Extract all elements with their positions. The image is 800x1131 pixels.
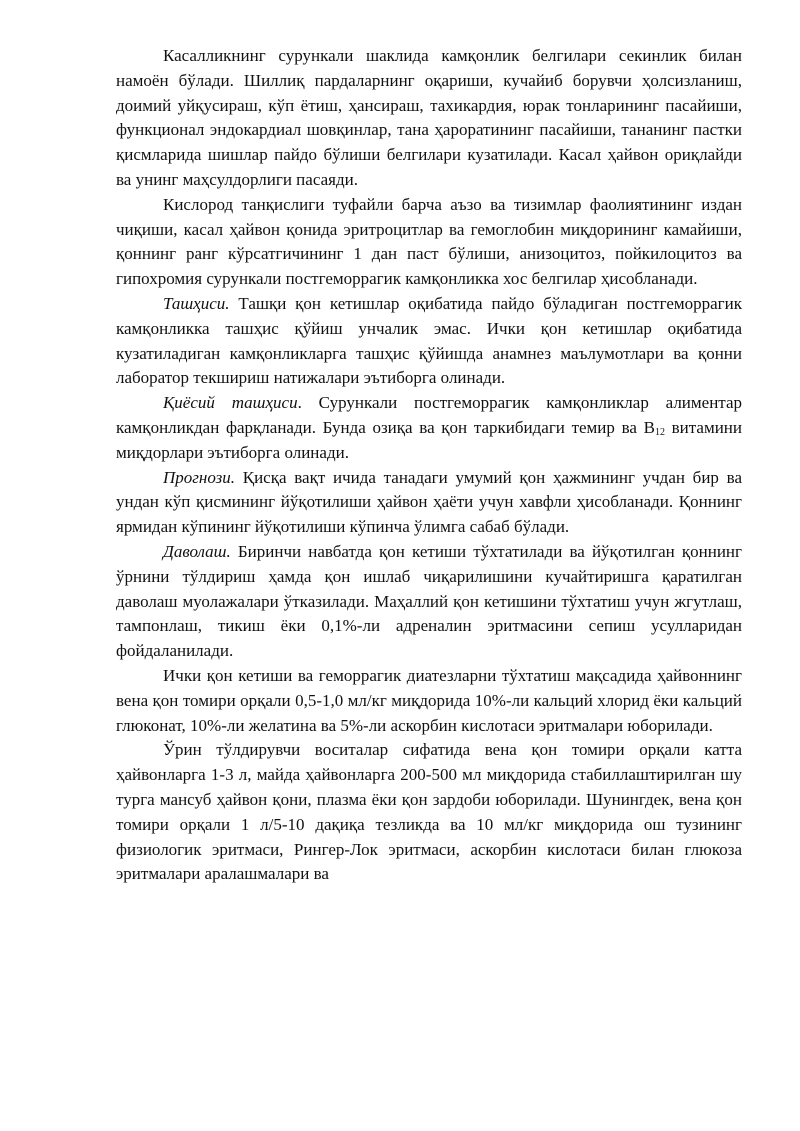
paragraph-text: Қисқа вақт ичида танадаги умумий қон ҳажмининг учдан бир ва ундан кўп қисмининг йўқотилиши ҳайвон ҳаёти учун хавфли ҳисобланади. Қоннинг ярмидан кўпининг йўқотилиши кўпинча ўлимга сабаб бўлади. [116,467,742,537]
paragraph-prognosis [116,466,742,540]
paragraph-differential-diagnosis [116,391,742,465]
paragraph-oxygen-deficiency [116,193,742,292]
paragraph-replacement [116,738,742,887]
paragraph-text-tail: витамини миқдорлари эътиборга олинади. [116,417,742,462]
section-heading-diagnosis: Ташҳиси. [163,293,230,313]
paragraph-text: Ташқи қон кетишлар оқибатида пайдо бўладиган постгеморрагик камқонликка ташҳис қўйиш унчалик эмас. Ички қон кетишлар оқибатида кузатиладиган камқонликларга ташҳис қўйишда анамнез маълумотлари ва қонни лаборатор текшириш натижалари эътиборга олинади. [116,293,742,388]
document-page [116,44,742,887]
paragraph-text: Биринчи навбатда қон кетиши тўхтатилади ва йўқотилган қоннинг ўрнини тўлдириш ҳамда қон ишлаб чиқарилишини кучайтиришга қаратилган даволаш муолажалари ўтказилади. Маҳаллий қон кетишини тўхтатиш учун жгутлаш, тампонлаш, тикиш ёки 0,1%-ли адреналин эритмасини сепиш усулларидан фойдаланилади. [116,541,742,661]
paragraph-internal-bleeding [116,664,742,738]
paragraph-text: Ички қон кетиши ва геморрагик диатезларни тўхтатиш мақсадида ҳайвоннинг вена қон томири орқали 0,5-1,0 мл/кг миқдорида 10%-ли кальций хлорид ёки кальций глюконат, 10%-ли желатина ва 5%-ли аскорбин кислотаси эритмалари юборилади. [116,665,742,735]
subscript-12: 12 [654,426,665,438]
paragraph-treatment [116,540,742,664]
paragraph-text: Ўрин тўлдирувчи воситалар сифатида вена қон томири орқали катта ҳайвонларга 1-3 л, майда ҳайвонларга 200-500 мл миқдорида стабиллаштирилган шу турга мансуб ҳайвон қони, плазма ёки қон зардоби юборилади. Шунингдек, вена қон томири орқали 1 л/5-10 дақиқа тезликда ва 10 мл/кг миқдорида ош тузининг физиологик эритмаси, Рингер-Лок эритмаси, аскорбин кислотаси билан глюкоза эритмалари аралашмалари ва [116,740,742,884]
section-heading-differential-diagnosis: Қиёсий ташҳиси [163,393,298,413]
section-heading-treatment: Даволаш. [163,541,231,561]
paragraph-text: Кислород танқислиги туфайли барча аъзо ва тизимлар фаолиятининг издан чиқиши, касал ҳайвон қонида эритроцитлар ва гемоглобин миқдорининг камайиши, қоннинг ранг кўрсатгичининг 1 дан паст бўлиши, анизоцитоз, пойкилоцитоз ва гипохромия сурункали постгеморрагик камқонликка хос белгилар ҳисобланади. [116,194,742,289]
paragraph-diagnosis [116,292,742,391]
paragraph-text: Касалликнинг сурункали шаклида камқонлик белгилари секинлик билан намоён бўлади. Шиллиқ пардаларнинг оқариши, кучайиб борувчи ҳолсизланиш, доимий уйқусираш, кўп ётиш, ҳансираш, тахикардия, юрак тонларининг пасайиши, функционал эндокардиал шовқинлар, тана ҳароратининг пасайиши, тананинг пастки қисмларида шишлар пайдо бўлиши белгилари кузатилади. Касал ҳайвон ориқлайди ва унинг маҳсулдорлиги пасаяди. [116,46,742,189]
section-heading-prognosis: Прогнози. [163,467,236,487]
paragraph-text: . Сурункали постгеморрагик камқонликлар алиментар камқонликдан фарқланади. Бунда озиқа ва қон таркибидаги темир ва В [116,393,742,437]
paragraph-symptoms [116,44,742,193]
